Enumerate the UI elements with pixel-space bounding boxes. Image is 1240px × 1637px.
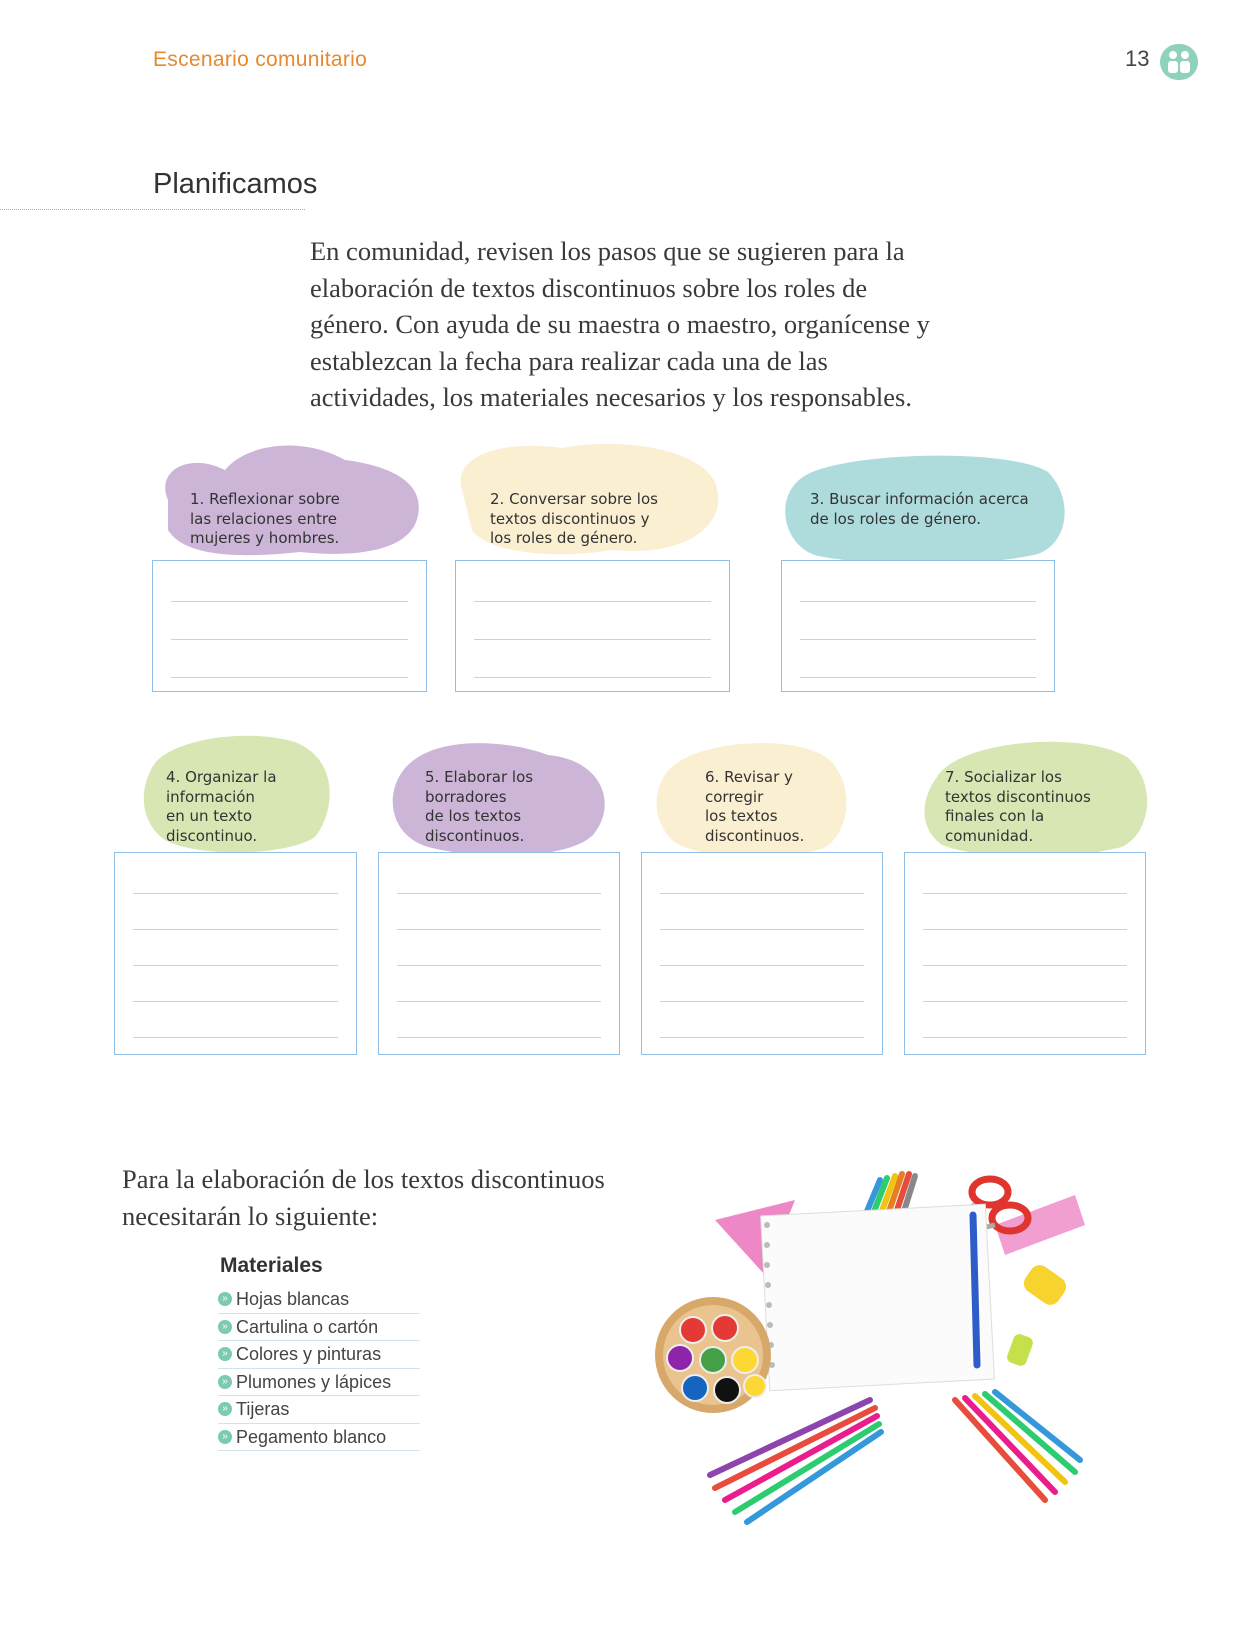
list-item: » Tijeras bbox=[218, 1396, 420, 1424]
step-1-answer-box[interactable] bbox=[152, 560, 427, 692]
list-item: » Colores y pinturas bbox=[218, 1341, 420, 1369]
title-divider bbox=[0, 209, 305, 210]
page-title: Planificamos bbox=[153, 168, 318, 200]
step-4-answer-box[interactable] bbox=[114, 852, 357, 1055]
chevron-right-icon: » bbox=[218, 1320, 232, 1334]
intro-paragraph: En comunidad, revisen los pasos que se sugieren para la elaboración de textos discontinuos sobre los roles de género. Con ayuda de su maestra o maestro, organícense y establezcan la fecha para realizar cada una de las actividades, los materiales necesarios y los responsables. bbox=[310, 236, 930, 412]
materials-list bbox=[218, 1286, 420, 1451]
step-3-text: 3. Buscar información acerca de los roles de género. bbox=[810, 490, 1029, 528]
chevron-right-icon: » bbox=[218, 1347, 232, 1361]
list-item: » Plumones y lápices bbox=[218, 1369, 420, 1397]
step-5-text: 5. Elaborar los borradores de los textos discontinuos. bbox=[425, 768, 534, 845]
chevron-right-icon: » bbox=[218, 1402, 232, 1416]
community-icon bbox=[1160, 44, 1198, 80]
step-6-text: 6. Revisar y corregir los textos discontinuos. bbox=[705, 768, 805, 845]
step-1-text: 1. Reflexionar sobre las relaciones entre mujeres y hombres. bbox=[190, 490, 340, 547]
page-number: 13 bbox=[1125, 46, 1150, 71]
step-3-answer-box[interactable] bbox=[781, 560, 1055, 692]
step-7-answer-box[interactable] bbox=[904, 852, 1146, 1055]
section-header: Escenario comunitario bbox=[153, 48, 368, 71]
step-6-answer-box[interactable] bbox=[641, 852, 883, 1055]
list-item: » Cartulina o cartón bbox=[218, 1314, 420, 1342]
step-2-text: 2. Conversar sobre los textos discontinuos y los roles de género. bbox=[490, 490, 658, 547]
chevron-right-icon: » bbox=[218, 1430, 232, 1444]
step-7-text: 7. Socializar los textos discontinuos finales con la comunidad. bbox=[945, 768, 1091, 845]
school-supplies-image bbox=[655, 1170, 1115, 1530]
materials-intro: Para la elaboración de los textos discontinuos necesitarán lo siguiente: bbox=[122, 1164, 605, 1231]
list-item: » Pegamento blanco bbox=[218, 1424, 420, 1452]
materials-title: Materiales bbox=[220, 1254, 323, 1277]
step-5-answer-box[interactable] bbox=[378, 852, 620, 1055]
chevron-right-icon: » bbox=[218, 1375, 232, 1389]
chevron-right-icon: » bbox=[218, 1292, 232, 1306]
list-item: » Hojas blancas bbox=[218, 1286, 420, 1314]
step-2-answer-box[interactable] bbox=[455, 560, 730, 692]
step-4-text: 4. Organizar la información en un texto discontinuo. bbox=[166, 768, 277, 845]
